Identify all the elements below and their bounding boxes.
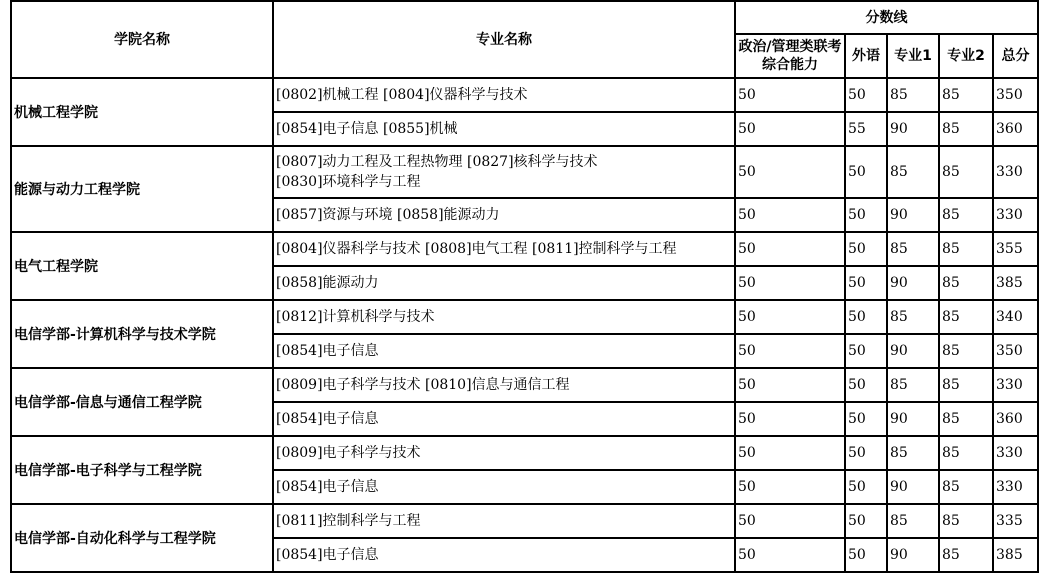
pro2-score-cell: 85 [939,538,993,572]
foreign-score-cell: 50 [845,402,887,436]
college-name-cell: 机械工程学院 [11,78,273,146]
pro2-score-cell: 85 [939,266,993,300]
pro2-score-cell: 85 [939,112,993,146]
pro2-score-cell: 85 [939,402,993,436]
total-score-cell: 330 [993,146,1038,198]
pro2-score-cell: 85 [939,504,993,538]
foreign-score-cell: 50 [845,300,887,334]
politics-score-cell: 50 [735,266,845,300]
major-line: [0854]电子信息 [276,343,379,359]
major-line: [0807]动力工程及工程热物理 [0827]核科学与技术 [276,154,598,170]
politics-score-cell: 50 [735,368,845,402]
politics-score-cell: 50 [735,232,845,266]
total-score-cell: 360 [993,112,1038,146]
college-name-cell: 能源与动力工程学院 [11,146,273,232]
foreign-score-cell: 50 [845,538,887,572]
major-name-cell [273,504,735,538]
foreign-score-cell: 50 [845,436,887,470]
major-name-cell [273,232,735,266]
politics-score-cell: 50 [735,334,845,368]
major-name-cell [273,538,735,572]
major-line: [0830]环境科学与工程 [276,174,421,190]
header-college: 学院名称 [11,1,273,78]
college-name-cell: 电气工程学院 [11,232,273,300]
college-name-cell: 电信学部-计算机科学与技术学院 [11,300,273,368]
pro1-score-cell: 85 [887,504,939,538]
major-name-cell [273,198,735,232]
pro1-score-cell: 90 [887,334,939,368]
foreign-score-cell: 50 [845,232,887,266]
total-score-cell: 340 [993,300,1038,334]
college-name-cell: 电信学部-电子科学与工程学院 [11,436,273,504]
foreign-score-cell: 50 [845,78,887,112]
total-score-cell: 360 [993,402,1038,436]
foreign-score-cell: 50 [845,504,887,538]
table-body [11,78,1038,572]
table-row [11,436,1038,470]
major-name-cell [273,334,735,368]
major-line: [0809]电子科学与技术 [276,445,421,461]
table-row [11,232,1038,266]
major-line: [0812]计算机科学与技术 [276,309,435,325]
total-score-cell: 385 [993,266,1038,300]
pro1-score-cell: 90 [887,402,939,436]
header-pro1: 专业1 [887,34,939,78]
major-line: [0804]仪器科学与技术 [0808]电气工程 [0811]控制科学与工程 [276,241,677,257]
header-major: 专业名称 [273,1,735,78]
major-line: [0809]电子科学与技术 [0810]信息与通信工程 [276,377,570,393]
pro2-score-cell: 85 [939,470,993,504]
foreign-score-cell: 50 [845,368,887,402]
foreign-score-cell: 50 [845,266,887,300]
politics-score-cell: 50 [735,78,845,112]
major-line: [0854]电子信息 [0855]机械 [276,121,458,137]
pro2-score-cell: 85 [939,198,993,232]
total-score-cell: 330 [993,198,1038,232]
score-table [10,0,1039,573]
pro2-score-cell: 85 [939,368,993,402]
table-row [11,78,1038,112]
header-pro2: 专业2 [939,34,993,78]
table-row [11,504,1038,538]
major-name-cell [273,146,735,198]
header-politics: 政治/管理类联考综合能力 [735,34,845,78]
major-name-cell [273,78,735,112]
politics-score-cell: 50 [735,300,845,334]
total-score-cell: 355 [993,232,1038,266]
total-score-cell: 335 [993,504,1038,538]
politics-score-cell: 50 [735,198,845,232]
pro1-score-cell: 85 [887,368,939,402]
total-score-cell: 330 [993,436,1038,470]
total-score-cell: 330 [993,470,1038,504]
foreign-score-cell: 50 [845,198,887,232]
pro2-score-cell: 85 [939,78,993,112]
major-name-cell [273,470,735,504]
major-line: [0854]电子信息 [276,411,379,427]
pro2-score-cell: 85 [939,436,993,470]
major-line: [0858]能源动力 [276,275,379,291]
foreign-score-cell: 55 [845,112,887,146]
pro1-score-cell: 85 [887,146,939,198]
major-name-cell [273,300,735,334]
pro1-score-cell: 85 [887,300,939,334]
total-score-cell: 385 [993,538,1038,572]
major-line: [0811]控制科学与工程 [276,513,421,529]
politics-score-cell: 50 [735,436,845,470]
major-name-cell [273,368,735,402]
college-name-cell: 电信学部-信息与通信工程学院 [11,368,273,436]
total-score-cell: 330 [993,368,1038,402]
college-name-cell: 电信学部-自动化科学与工程学院 [11,504,273,572]
total-score-cell: 350 [993,334,1038,368]
pro1-score-cell: 85 [887,436,939,470]
header-total: 总分 [993,34,1038,78]
politics-score-cell: 50 [735,402,845,436]
table-row [11,368,1038,402]
table-row [11,300,1038,334]
pro1-score-cell: 85 [887,78,939,112]
major-name-cell [273,402,735,436]
pro1-score-cell: 90 [887,470,939,504]
pro1-score-cell: 90 [887,112,939,146]
pro2-score-cell: 85 [939,300,993,334]
pro2-score-cell: 85 [939,146,993,198]
pro1-score-cell: 90 [887,266,939,300]
major-name-cell [273,436,735,470]
foreign-score-cell: 50 [845,470,887,504]
major-line: [0854]电子信息 [276,547,379,563]
major-name-cell [273,266,735,300]
pro2-score-cell: 85 [939,232,993,266]
politics-score-cell: 50 [735,470,845,504]
pro1-score-cell: 85 [887,232,939,266]
major-line: [0802]机械工程 [0804]仪器科学与技术 [276,87,528,103]
foreign-score-cell: 50 [845,334,887,368]
politics-score-cell: 50 [735,538,845,572]
major-line: [0857]资源与环境 [0858]能源动力 [276,207,500,223]
pro2-score-cell: 85 [939,334,993,368]
major-line: [0854]电子信息 [276,479,379,495]
header-foreign: 外语 [845,34,887,78]
header-score-line: 分数线 [735,1,1038,34]
politics-score-cell: 50 [735,146,845,198]
major-name-cell [273,112,735,146]
politics-score-cell: 50 [735,504,845,538]
foreign-score-cell: 50 [845,146,887,198]
politics-score-cell: 50 [735,112,845,146]
pro1-score-cell: 90 [887,538,939,572]
pro1-score-cell: 90 [887,198,939,232]
table-row [11,146,1038,198]
total-score-cell: 350 [993,78,1038,112]
